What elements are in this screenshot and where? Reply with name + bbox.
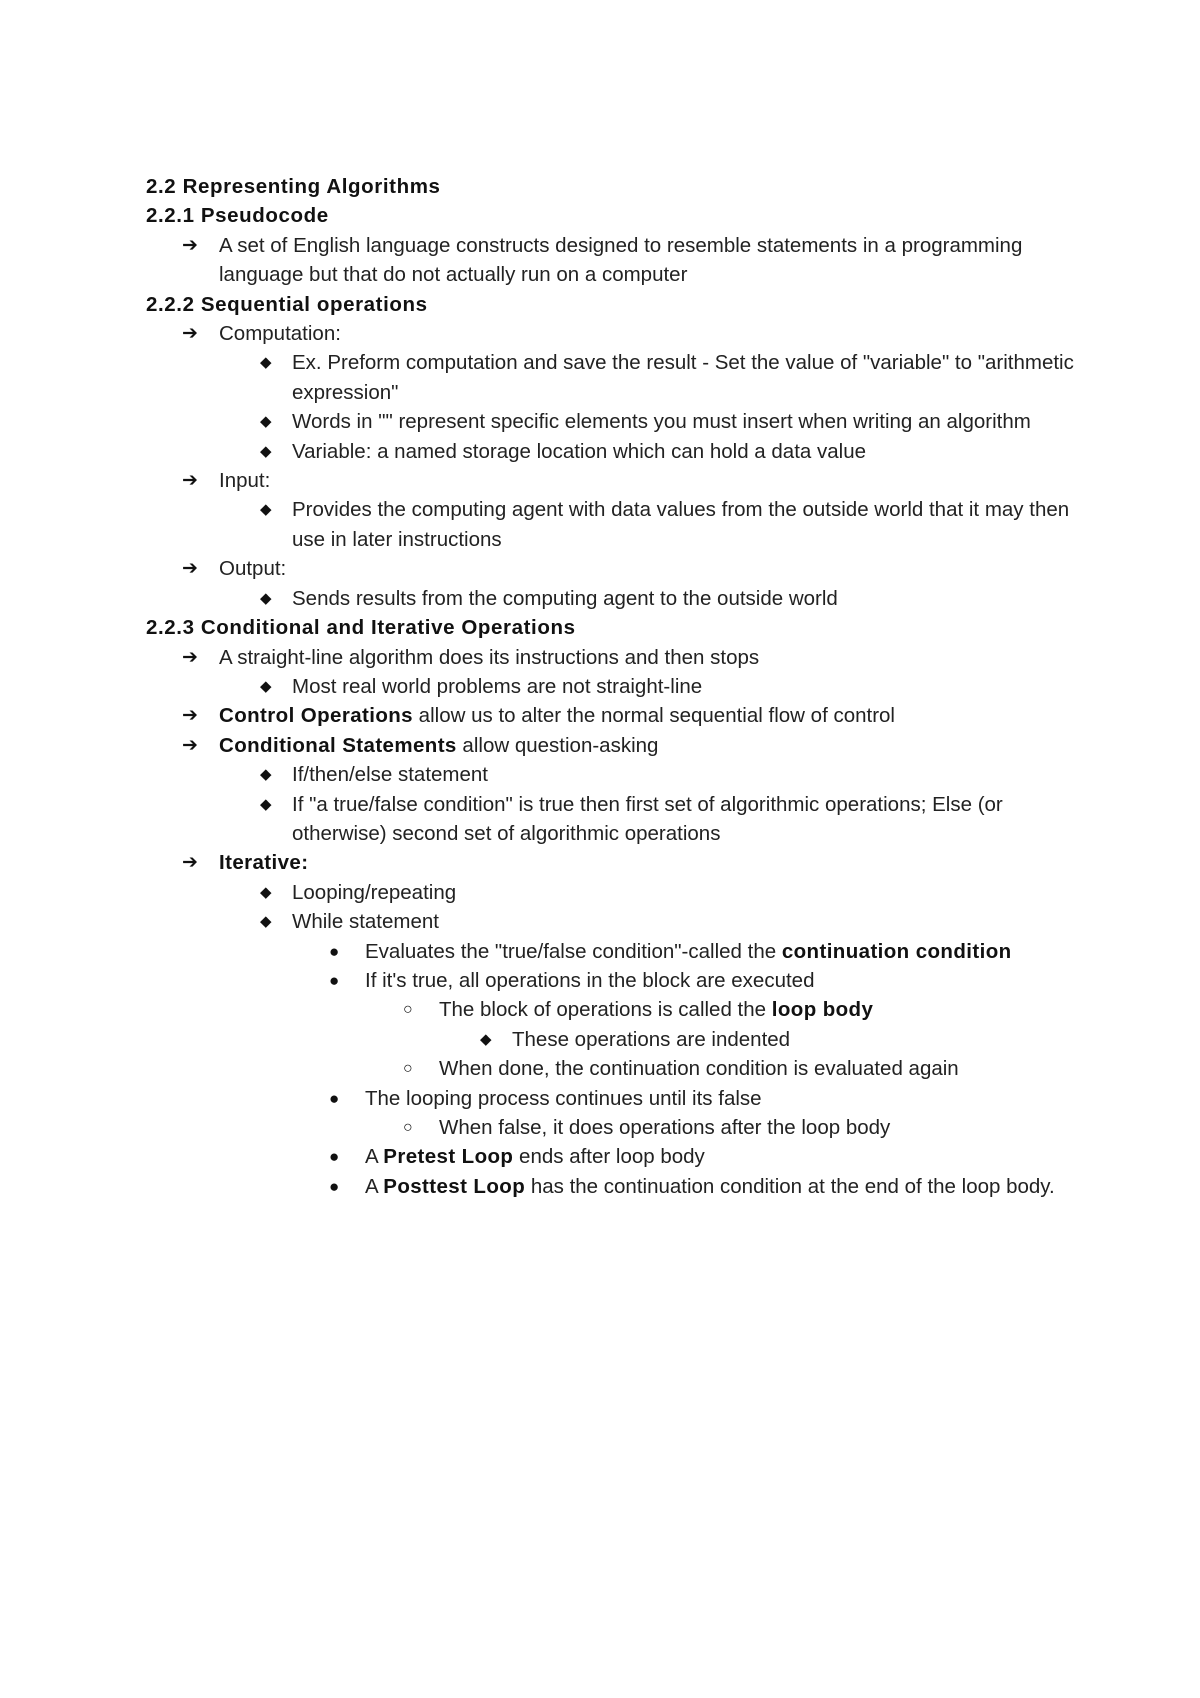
diamond-bullet-icon [260, 584, 280, 613]
list-item: ◆ Provides the computing agent with data values from the outside world that it may then use in later instructions [146, 495, 1086, 554]
dot-bullet-icon [329, 1172, 349, 1201]
diamond-bullet-icon [260, 907, 280, 936]
diamond-bullet-icon [260, 878, 280, 907]
diamond-bullet-icon [260, 437, 280, 466]
dot-bullet-icon [329, 1084, 349, 1113]
section-heading-pseudocode: 2.2.1 Pseudocode [146, 204, 329, 228]
diamond-bullet-icon [260, 760, 280, 789]
diamond-bullet-icon [260, 348, 280, 377]
list-item: ➔ Conditional Statements allow question-asking [146, 731, 1086, 760]
list-item: ◆ These operations are indented [146, 1025, 1086, 1054]
bold-term: Control Operations [219, 704, 413, 728]
list-item [146, 848, 1086, 877]
bold-term: loop body [771, 998, 874, 1022]
bold-term: Pretest Loop [383, 1145, 514, 1169]
diamond-bullet-icon [260, 407, 280, 436]
dot-bullet-icon [329, 1142, 349, 1171]
list-item: ➔ Computation: [146, 319, 1086, 348]
circle-bullet-icon [403, 995, 423, 1024]
diamond-bullet-icon [260, 790, 280, 819]
list-item: ● A Pretest Loop ends after loop body [146, 1142, 1086, 1171]
list-item: ○ When done, the continuation condition is evaluated again [146, 1054, 1086, 1083]
list-item: ◆ Sends results from the computing agent to the outside world [146, 584, 1086, 613]
arrow-bullet-icon [182, 231, 202, 260]
list-item: ● A Posttest Loop has the continuation condition at the end of the loop body. [146, 1172, 1086, 1201]
list-item: ◆ If/then/else statement [146, 760, 1086, 789]
diamond-bullet-icon [260, 495, 280, 524]
list-item: ➔ A set of English language constructs designed to resemble statements in a programming language but that do not actually run on a computer [146, 231, 1086, 290]
list-item: ◆ If "a true/false condition" is true then first set of algorithmic operations; Else (or otherwise) second set of algorithmic operations [146, 790, 1086, 849]
list-item: ● The looping process continues until its false [146, 1084, 1086, 1113]
arrow-bullet-icon [182, 554, 202, 583]
list-item: ➔ Control Operations allow us to alter the normal sequential flow of control [146, 701, 1086, 730]
section-heading-sequential: 2.2.2 Sequential operations [146, 292, 428, 316]
arrow-bullet-icon [182, 319, 202, 348]
list-item: ● If it's true, all operations in the block are executed [146, 966, 1086, 995]
diamond-bullet-icon [480, 1025, 500, 1054]
list-item: ◆ Variable: a named storage location which can hold a data value [146, 437, 1086, 466]
list-item: ◆ Most real world problems are not straight-line [146, 672, 1086, 701]
list-item: ◆ Looping/repeating [146, 878, 1086, 907]
notes-body [146, 172, 1086, 1201]
arrow-bullet-icon [182, 731, 202, 760]
bold-term: Posttest Loop [383, 1174, 526, 1198]
arrow-bullet-icon [182, 701, 202, 730]
bold-term: continuation condition [781, 939, 1012, 963]
arrow-bullet-icon [182, 466, 202, 495]
list-item: ◆ Words in "" represent specific elements you must insert when writing an algorithm [146, 407, 1086, 436]
arrow-bullet-icon [182, 643, 202, 672]
bold-term: Iterative: [219, 851, 309, 875]
list-item: ○ The block of operations is called the loop body [146, 995, 1086, 1024]
circle-bullet-icon [403, 1113, 423, 1142]
list-item: ● Evaluates the "true/false condition"-called the continuation condition [146, 937, 1086, 966]
section-heading-conditional-iterative: 2.2.3 Conditional and Iterative Operations [146, 616, 576, 640]
dot-bullet-icon [329, 937, 349, 966]
circle-bullet-icon [403, 1054, 423, 1083]
arrow-bullet-icon [182, 848, 202, 877]
list-item: ➔ Input: [146, 466, 1086, 495]
list-item: ○ When false, it does operations after the loop body [146, 1113, 1086, 1142]
main-heading: 2.2 Representing Algorithms [146, 175, 441, 198]
diamond-bullet-icon [260, 672, 280, 701]
list-item: ➔ A straight-line algorithm does its instructions and then stops [146, 643, 1086, 672]
list-item: ◆ Ex. Preform computation and save the result - Set the value of "variable" to "arithmetic expression" [146, 348, 1086, 407]
list-item: ◆ While statement [146, 907, 1086, 936]
bold-term: Conditional Statements [219, 733, 457, 757]
dot-bullet-icon [329, 966, 349, 995]
list-item: ➔ Output: [146, 554, 1086, 583]
